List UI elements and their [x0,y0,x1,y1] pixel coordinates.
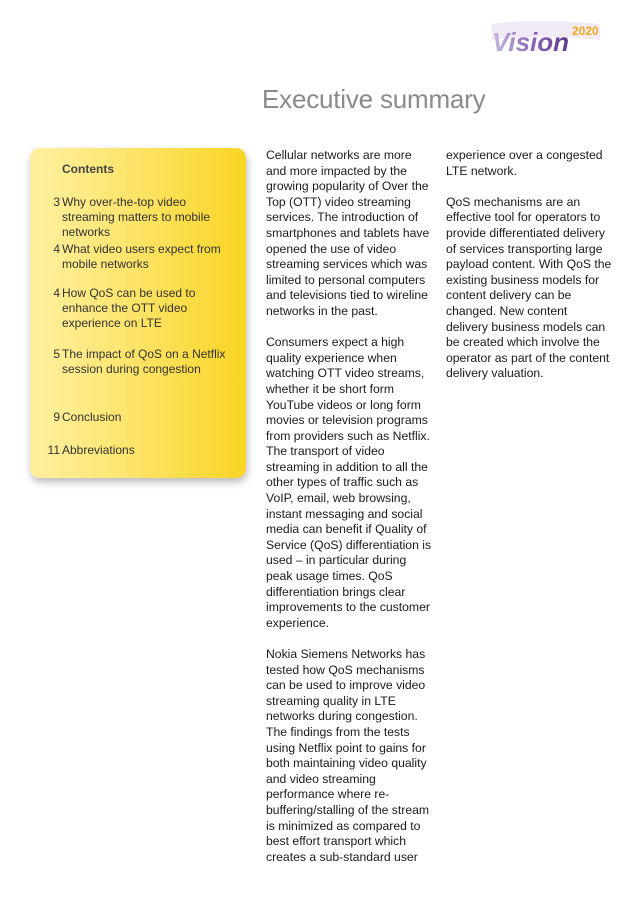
contents-item-page: 11 [47,443,60,457]
contents-item-page: 4 [53,242,60,256]
vision-logo-graphic [488,18,606,58]
contents-item-text: Abbreviations [62,443,135,457]
body-paragraph: Nokia Siemens Networks has tested how QoS mechanisms can be used to improve video streaming quality in LTE networks during congestion. The findings from the tests using Netflix point to gains for both maintaining video quality and video streaming performance where re-buffering/stalling of the stream is minimized as compared to best effort transport which creates a sub-standard user [266,647,430,864]
body-column-2 [446,148,612,398]
logo-word: Vision [492,27,570,57]
body-paragraph: QoS mechanisms are an effective tool for operators to provide differentiated delivery of services transporting large payload content. With QoS the existing business models for content delivery can be changed. New content delivery business models can be created which involve the operator as part of the content delivery valuation. [446,194,612,381]
body-column-1 [266,148,432,881]
logo-year: 2020 [572,24,599,38]
contents-item-text: The impact of QoS on a Netflix session during congestion [62,347,226,376]
contents-item-text: What video users expect from mobile networks [62,242,221,271]
body-paragraph: Consumers expect a high quality experience when watching OTT video streams, whether it be short form YouTube videos or long form movies or television programs from providers such as Netflix. The transport of video streaming in addition to all the other types of traffic such as VoIP, email, web browsing, instant messaging and social media can benefit if Quality of Service (QoS) differentiation is used – in particular during peak usage times. QoS differentiation brings clear improvements to the customer experience. [266,335,432,630]
contents-item-page: 5 [53,347,60,361]
contents-item-text: How QoS can be used to enhance the OTT video experience on LTE [62,286,196,330]
contents-item-page: 9 [53,410,60,424]
contents-heading: Contents [62,162,114,176]
contents-item-text: Why over-the-top video streaming matters to mobile networks [62,195,211,239]
body-paragraph: experience over a congested LTE network. [446,148,603,178]
contents-item-page: 3 [53,195,60,209]
contents-item-text: Conclusion [62,410,122,424]
vision-2020-logo [488,18,606,58]
contents-item-page: 4 [53,286,60,300]
contents-panel [30,148,246,478]
body-paragraph: Cellular networks are more and more impacted by the growing popularity of Over the Top (OTT) video streaming services. The introduction of smartphones and tablets have opened the use of video streaming services which was limited to personal computers and televisions tied to wireline networks in the past. [266,148,430,318]
page-title: Executive summary [262,84,486,114]
